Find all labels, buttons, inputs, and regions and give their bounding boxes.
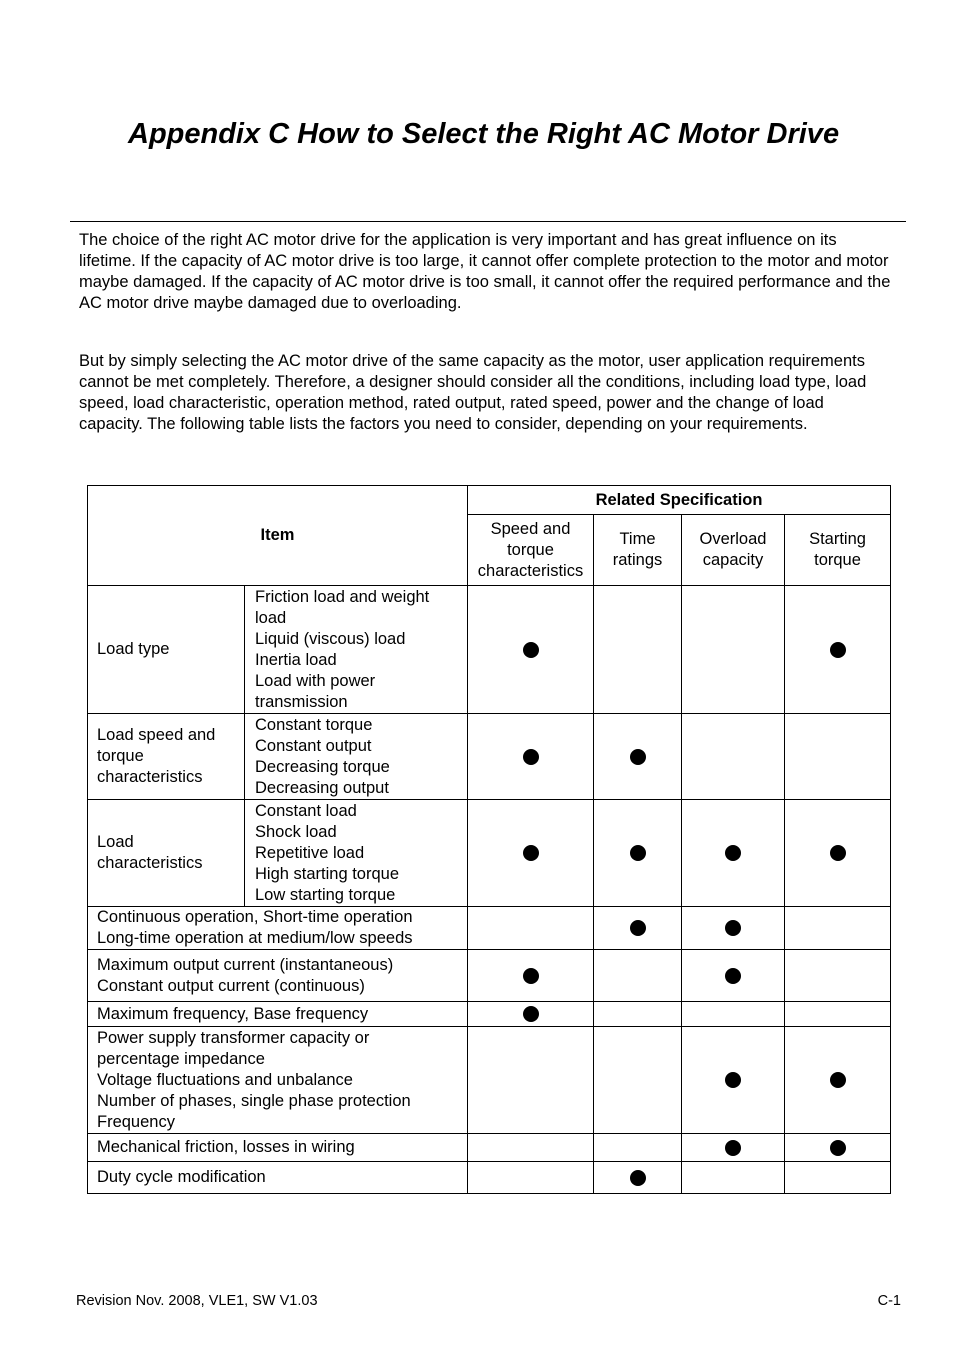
spec-empty-cell — [785, 907, 891, 950]
spec-empty-cell — [468, 1134, 594, 1162]
bullet-icon — [523, 1006, 539, 1022]
spec-mark-cell — [468, 800, 594, 907]
spec-mark-cell — [682, 1027, 785, 1134]
spec-mark-cell — [468, 1002, 594, 1027]
column-header: Time ratings — [594, 515, 682, 586]
item-cell: Duty cycle modification — [88, 1162, 468, 1194]
column-header: Starting torque — [785, 515, 891, 586]
bullet-icon — [830, 845, 846, 861]
spec-mark-cell — [682, 950, 785, 1002]
bullet-icon — [725, 1072, 741, 1088]
spec-empty-cell — [785, 714, 891, 800]
spec-mark-cell — [682, 907, 785, 950]
spec-mark-cell — [785, 1027, 891, 1134]
spec-mark-cell — [785, 800, 891, 907]
spec-mark-cell — [594, 1162, 682, 1194]
column-header: Speed and torque characteristics — [468, 515, 594, 586]
item-list-cell: Friction load and weight load Liquid (viscous) load Inertia load Load with power transmission — [245, 586, 468, 714]
spec-empty-cell — [594, 586, 682, 714]
bullet-icon — [725, 968, 741, 984]
spec-empty-cell — [682, 1162, 785, 1194]
bullet-icon — [830, 1140, 846, 1156]
requirements-paragraph: But by simply selecting the AC motor drive of the same capacity as the motor, user application requirements cannot be met completely. Therefore, a designer should consider all the conditions, including load type, load speed, load characteristic, operation method, rated output, rated speed, power and the change of load capacity. The following table lists the factors you need to consider, depending on your requirements. — [79, 352, 867, 433]
table-row — [88, 800, 891, 907]
spec-empty-cell — [594, 1134, 682, 1162]
spec-empty-cell — [682, 1002, 785, 1027]
item-header: Item — [88, 486, 468, 586]
bullet-icon — [725, 920, 741, 936]
spec-empty-cell — [682, 714, 785, 800]
bullet-icon — [630, 920, 646, 936]
title-divider — [70, 221, 906, 222]
item-cell: Maximum output current (instantaneous) Constant output current (continuous) — [88, 950, 468, 1002]
bullet-icon — [523, 642, 539, 658]
spec-empty-cell — [682, 586, 785, 714]
spec-empty-cell — [468, 1162, 594, 1194]
spec-mark-cell — [682, 1134, 785, 1162]
bullet-icon — [523, 968, 539, 984]
bullet-icon — [725, 845, 741, 861]
spec-empty-cell — [785, 1162, 891, 1194]
bullet-icon — [630, 1170, 646, 1186]
spec-mark-cell — [785, 1134, 891, 1162]
item-list-cell: Constant load Shock load Repetitive load High starting torque Low starting torque — [245, 800, 468, 907]
table-row — [88, 1002, 891, 1027]
table-row — [88, 950, 891, 1002]
bullet-icon — [830, 642, 846, 658]
spec-empty-cell — [785, 950, 891, 1002]
item-cell: Continuous operation, Short-time operation Long-time operation at medium/low speeds — [88, 907, 468, 950]
bullet-icon — [523, 845, 539, 861]
table-row — [88, 1134, 891, 1162]
spec-mark-cell — [468, 714, 594, 800]
bullet-icon — [830, 1072, 846, 1088]
column-header: Overload capacity — [682, 515, 785, 586]
item-cell: Mechanical friction, losses in wiring — [88, 1134, 468, 1162]
bullet-icon — [630, 749, 646, 765]
bullet-icon — [523, 749, 539, 765]
table-row — [88, 586, 891, 714]
spec-mark-cell — [594, 714, 682, 800]
selection-table — [87, 485, 891, 1194]
page-title: Appendix C How to Select the Right AC Motor Drive — [128, 118, 840, 150]
table-row — [88, 714, 891, 800]
spec-empty-cell — [785, 1002, 891, 1027]
spec-empty-cell — [468, 907, 594, 950]
spec-mark-cell — [785, 586, 891, 714]
revision-text: Revision Nov. 2008, VLE1, SW V1.03 — [76, 1293, 318, 1309]
spec-empty-cell — [594, 1027, 682, 1134]
page-number: C-1 — [877, 1293, 901, 1309]
category-cell: Load speed and torque characteristics — [88, 714, 245, 800]
related-spec-header: Related Specification — [468, 486, 891, 515]
spec-empty-cell — [594, 1002, 682, 1027]
bullet-icon — [725, 1140, 741, 1156]
intro-paragraph: The choice of the right AC motor drive for the application is very important and has great influence on its lifetime. If the capacity of AC motor drive is too large, it cannot offer complete protection to the motor and motor maybe damaged. If the capacity of AC motor drive is too small, it cannot offer the required performance and the AC motor drive maybe damaged due to overloading. — [79, 231, 891, 312]
table-row — [88, 1027, 891, 1134]
spec-empty-cell — [468, 1027, 594, 1134]
spec-empty-cell — [594, 950, 682, 1002]
item-cell: Power supply transformer capacity or percentage impedance Voltage fluctuations and unbalance Number of phases, single phase protection Frequency — [88, 1027, 468, 1134]
category-cell: Load characteristics — [88, 800, 245, 907]
item-list-cell: Constant torque Constant output Decreasing torque Decreasing output — [245, 714, 468, 800]
table-row — [88, 1162, 891, 1194]
spec-mark-cell — [468, 950, 594, 1002]
spec-mark-cell — [594, 907, 682, 950]
table-row — [88, 907, 891, 950]
bullet-icon — [630, 845, 646, 861]
spec-mark-cell — [682, 800, 785, 907]
category-cell: Load type — [88, 586, 245, 714]
spec-mark-cell — [594, 800, 682, 907]
item-cell: Maximum frequency, Base frequency — [88, 1002, 468, 1027]
spec-mark-cell — [468, 586, 594, 714]
